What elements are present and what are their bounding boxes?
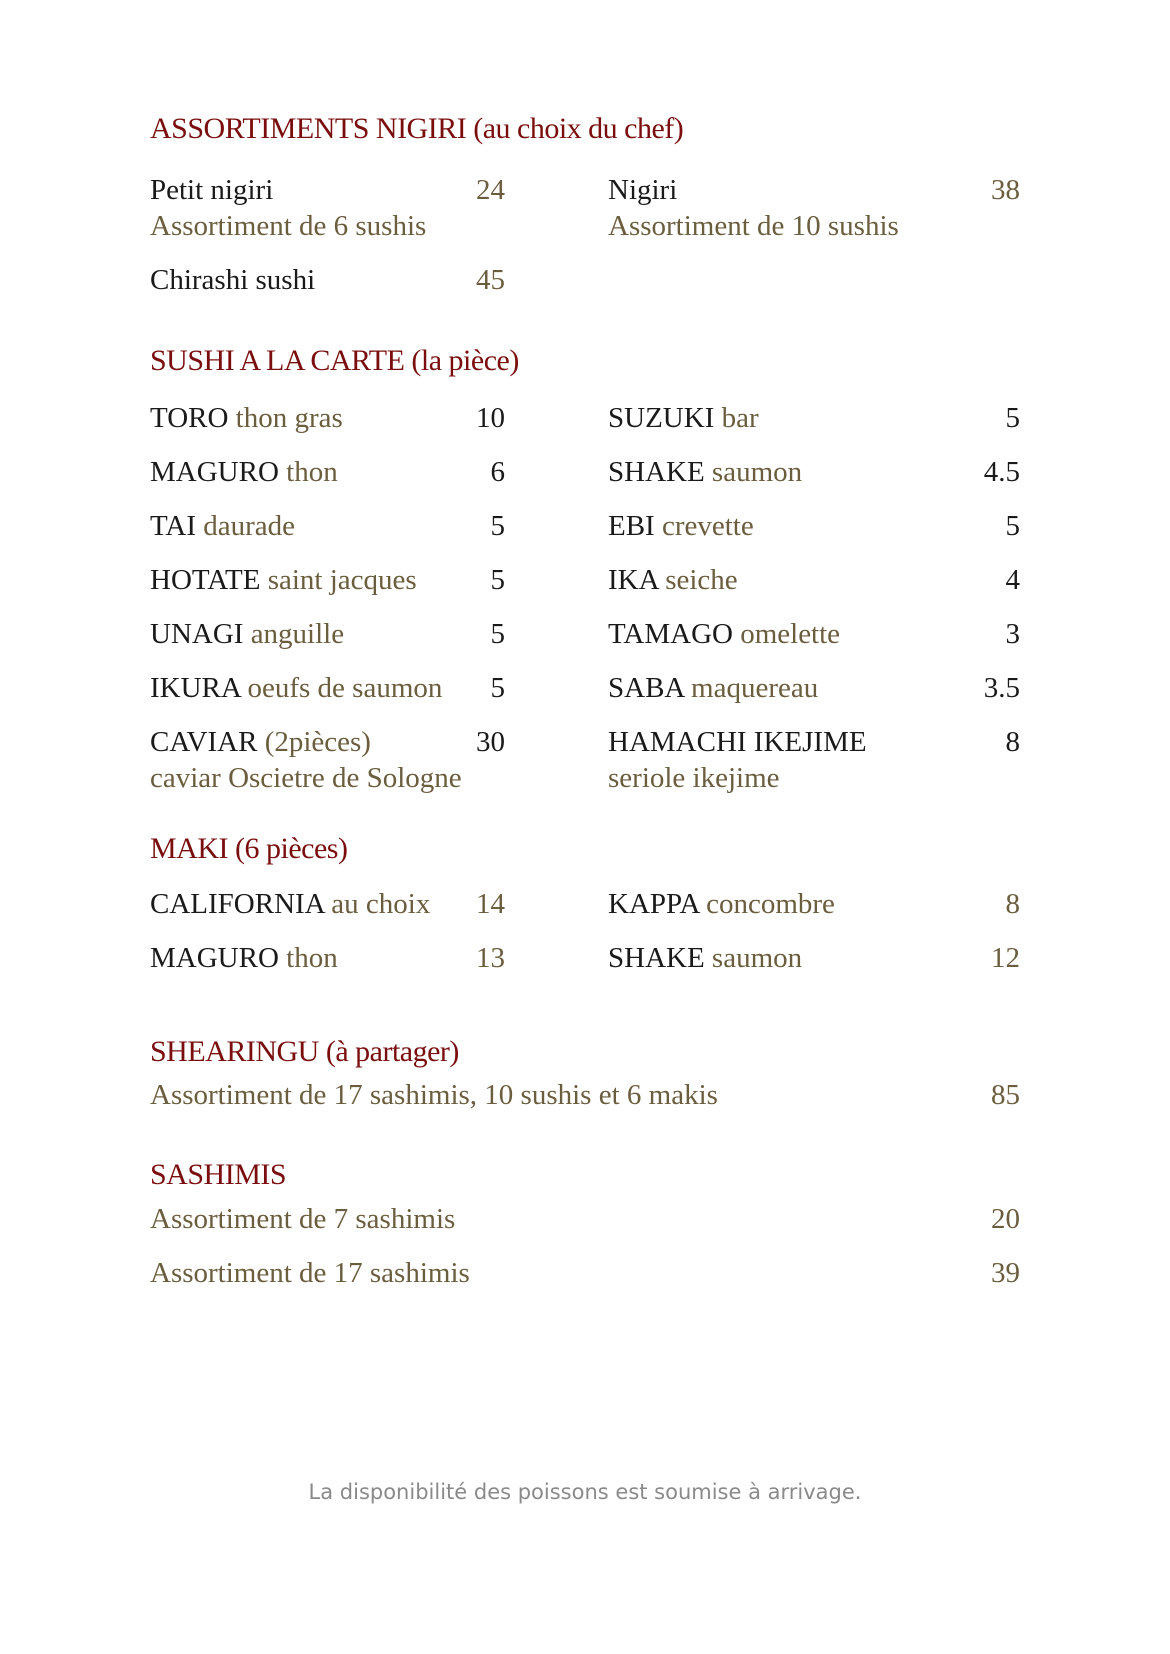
item-name: Chirashi sushi: [150, 264, 316, 296]
item-description: maquereau: [691, 672, 819, 704]
item-name: CALIFORNIA: [150, 888, 325, 920]
item-price: 14: [476, 888, 505, 920]
item-subtitle: Assortiment de 6 sushis: [150, 210, 427, 242]
item-price: 6: [490, 456, 505, 488]
menu-item-nigiri: [608, 172, 1020, 244]
item-price: 5: [490, 564, 505, 596]
menu-item-unagi: [150, 616, 505, 652]
item-name: MAGURO: [150, 456, 279, 488]
item-price: 12: [991, 942, 1020, 974]
item-price: 3.5: [983, 672, 1020, 704]
item-price: 4.5: [983, 456, 1020, 488]
item-price: 10: [476, 402, 505, 434]
item-description: seiche: [665, 564, 738, 596]
menu-item-tamago: [608, 616, 1020, 652]
item-name: Nigiri: [608, 174, 678, 206]
section-title-sushi: SUSHI A LA CARTE (la pièce): [150, 344, 519, 377]
item-name: IKA: [608, 564, 658, 596]
item-price: 5: [490, 672, 505, 704]
item-name: SUZUKI: [608, 402, 715, 434]
item-price: 8: [1005, 888, 1020, 920]
item-name: SHAKE: [608, 456, 705, 488]
item-price: 20: [991, 1203, 1020, 1235]
item-price: 3: [1005, 618, 1020, 650]
menu-item-kappa: [608, 886, 1020, 922]
menu-item-suzuki: [608, 400, 1020, 436]
menu-item-chirashi: [150, 262, 505, 298]
item-price: 13: [476, 942, 505, 974]
item-subtitle: seriole ikejime: [608, 762, 780, 794]
menu-item-california: [150, 886, 505, 922]
item-description: daurade: [203, 510, 296, 542]
item-description: thon gras: [235, 402, 343, 434]
menu-item-caviar: [150, 724, 505, 796]
menu-item-maguro: [150, 454, 505, 490]
item-price: 4: [1005, 564, 1020, 596]
section-title-sashimi: SASHIMIS: [150, 1158, 287, 1191]
section-title-maki: MAKI (6 pièces): [150, 832, 348, 865]
menu-item-petit-nigiri: [150, 172, 505, 244]
item-price: 45: [476, 264, 505, 296]
item-description: crevette: [661, 510, 754, 542]
item-name: Petit nigiri: [150, 174, 274, 206]
menu-item-saba: [608, 670, 1020, 706]
item-description: (2pièces): [264, 726, 371, 758]
menu-page: [150, 0, 1020, 1654]
menu-item-sashimi-7: [150, 1201, 1020, 1237]
item-description: Assortiment de 17 sashimis, 10 sushis et 6 makis: [150, 1079, 718, 1111]
menu-item-hotate: [150, 562, 505, 598]
item-subtitle: caviar Oscietre de Sologne: [150, 762, 462, 794]
item-price: 30: [476, 726, 505, 758]
item-name: IKURA: [150, 672, 241, 704]
item-description: Assortiment de 7 sashimis: [150, 1203, 456, 1235]
menu-item-ikura: [150, 670, 505, 706]
item-name: HAMACHI IKEJIME: [608, 726, 867, 758]
item-description: omelette: [740, 618, 841, 650]
menu-item-maguro-maki: [150, 940, 505, 976]
item-name: TAMAGO: [608, 618, 733, 650]
item-description: au choix: [331, 888, 431, 920]
item-description: concombre: [706, 888, 835, 920]
menu-item-sharing-platter: [150, 1077, 1020, 1113]
item-price: 85: [991, 1079, 1020, 1111]
item-price: 39: [991, 1257, 1020, 1289]
item-subtitle: Assortiment de 10 sushis: [608, 210, 899, 242]
item-description: saumon: [711, 942, 803, 974]
item-name: CAVIAR: [150, 726, 258, 758]
item-description: Assortiment de 17 sashimis: [150, 1257, 470, 1289]
item-description: bar: [721, 402, 759, 434]
section-title-nigiri: ASSORTIMENTS NIGIRI (au choix du chef): [150, 112, 684, 145]
item-description: anguille: [250, 618, 345, 650]
item-price: 5: [490, 618, 505, 650]
section-title-sharing: SHEARINGU (à partager): [150, 1035, 459, 1068]
availability-footnote: La disponibilité des poissons est soumise à arrivage.: [308, 1480, 862, 1504]
item-name: SABA: [608, 672, 684, 704]
item-name: TAI: [150, 510, 196, 542]
item-name: TORO: [150, 402, 229, 434]
item-description: saint jacques: [267, 564, 417, 596]
item-price: 24: [476, 174, 505, 206]
item-description: oeufs de saumon: [247, 672, 443, 704]
item-name: MAGURO: [150, 942, 279, 974]
item-description: saumon: [711, 456, 803, 488]
item-price: 5: [1005, 402, 1020, 434]
item-price: 38: [991, 174, 1020, 206]
menu-item-ebi: [608, 508, 1020, 544]
menu-item-hamachi: [608, 724, 1020, 796]
item-name: SHAKE: [608, 942, 705, 974]
menu-item-toro: [150, 400, 505, 436]
item-price: 5: [1005, 510, 1020, 542]
item-name: KAPPA: [608, 888, 699, 920]
menu-item-sashimi-17: [150, 1255, 1020, 1291]
item-description: thon: [286, 942, 338, 974]
menu-item-shake: [608, 454, 1020, 490]
item-price: 8: [1005, 726, 1020, 758]
item-name: HOTATE: [150, 564, 261, 596]
item-name: UNAGI: [150, 618, 244, 650]
menu-item-ika: [608, 562, 1020, 598]
item-description: thon: [286, 456, 338, 488]
item-name: EBI: [608, 510, 655, 542]
menu-item-tai: [150, 508, 505, 544]
menu-item-shake-maki: [608, 940, 1020, 976]
item-price: 5: [490, 510, 505, 542]
